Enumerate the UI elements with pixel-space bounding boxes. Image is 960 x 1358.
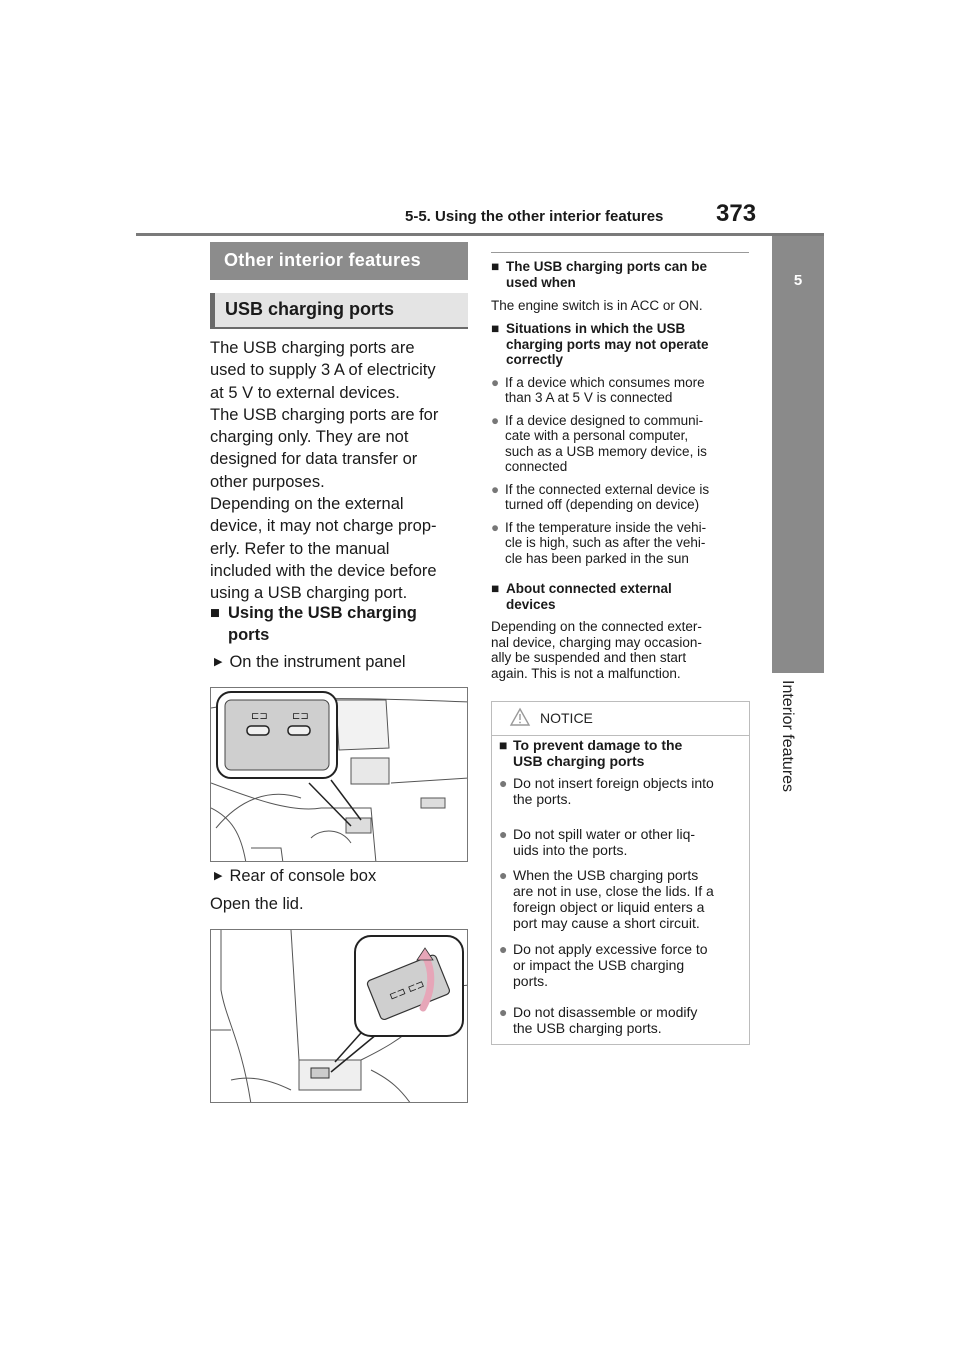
- heading-line: To prevent damage to the: [513, 737, 683, 753]
- bullet-line: ports.: [513, 973, 549, 989]
- notice-item: [499, 775, 745, 807]
- bullet-line: If a device designed to communi-: [505, 412, 704, 428]
- bullet-icon: ●: [499, 941, 508, 957]
- note-when-usable: [491, 259, 749, 314]
- body-line: designed for data transfer or: [210, 450, 418, 469]
- heading-line: Using the USB charging: [228, 604, 417, 622]
- svg-text:⊏⊐: ⊏⊐: [292, 711, 309, 722]
- bullet-line: such as a USB memory device, is: [505, 443, 707, 459]
- heading-line: The USB charging ports can be: [506, 259, 708, 274]
- arrow-marker-icon: ▶: [214, 870, 223, 882]
- square-marker: ■: [491, 581, 500, 596]
- arrow-marker-icon: ▶: [214, 656, 223, 668]
- body-line: The USB charging ports are for: [210, 405, 439, 424]
- heading-line: charging ports may not operate: [506, 336, 709, 352]
- note-text: [491, 619, 749, 681]
- body-line: The USB charging ports are: [210, 339, 415, 357]
- square-marker: ■: [491, 321, 500, 336]
- heading-line: USB charging ports: [513, 753, 645, 769]
- note-heading: [491, 581, 749, 612]
- right-column-rule: [491, 252, 749, 253]
- heading-line: correctly: [506, 352, 564, 367]
- bullet-icon: ●: [499, 1004, 508, 1020]
- heading-line: used when: [506, 274, 576, 290]
- body-line: erly. Refer to the manual: [210, 539, 390, 558]
- bullet-line: cle has been parked in the sun: [505, 550, 689, 566]
- note-line: ally be suspended and then start: [491, 650, 687, 665]
- body-line: other purposes.: [210, 472, 325, 491]
- warning-triangle-icon: [509, 707, 531, 727]
- situation-item: [491, 413, 749, 475]
- location-label: Rear of console box: [229, 867, 377, 885]
- location-item-console-box: [214, 867, 376, 886]
- note-heading: [491, 321, 749, 368]
- notice-item: [499, 867, 745, 931]
- body-line: at 5 V to external devices.: [210, 383, 400, 402]
- heading-line: Situations in which the USB: [506, 321, 686, 336]
- notice-heading: [499, 737, 745, 769]
- note-line: again. This is not a malfunction.: [491, 665, 681, 681]
- header-rule: [136, 233, 824, 236]
- heading-line: ports: [228, 626, 270, 644]
- bullet-line: are not in use, close the lids. If a: [513, 883, 714, 899]
- bullet-icon: ●: [491, 519, 500, 535]
- square-marker: ■: [491, 259, 500, 274]
- bullet-line: than 3 A at 5 V is connected: [505, 390, 673, 405]
- notice-item: [499, 1004, 745, 1036]
- page-number: 373: [716, 200, 757, 227]
- body-line: using a USB charging port.: [210, 584, 408, 603]
- bullet-line: turned off (depending on device): [505, 497, 700, 512]
- bullet-icon: ●: [499, 867, 508, 883]
- chapter-tab-label: Interior features: [779, 680, 796, 793]
- running-header-title: 5-5. Using the other interior features: [405, 208, 664, 225]
- bullet-line: uids into the ports.: [513, 842, 628, 858]
- body-line: charging only. They are not: [210, 428, 409, 447]
- bullet-line: cate with a personal computer,: [505, 428, 689, 443]
- body-line: used to supply 3 A of electricity: [210, 361, 436, 380]
- bullet-icon: ●: [491, 412, 500, 428]
- bullet-icon: ●: [491, 481, 500, 497]
- bullet-line: Do not apply excessive force to: [513, 941, 708, 957]
- heading-line: devices: [506, 596, 556, 612]
- bullet-line: port may cause a short circuit.: [513, 915, 700, 931]
- bullet-line: foreign object or liquid enters a: [513, 899, 705, 915]
- notice-header: [492, 702, 749, 736]
- svg-text:⊏⊐ ⊏⊐: ⊏⊐ ⊏⊐: [387, 978, 427, 1003]
- body-line: Depending on the external: [210, 495, 404, 514]
- bullet-line: Do not disassemble or modify: [513, 1004, 698, 1020]
- svg-text:⊏⊐: ⊏⊐: [251, 711, 268, 722]
- situation-item: [491, 482, 749, 513]
- bullet-line: or impact the USB charging: [513, 957, 685, 973]
- bullet-line: the USB charging ports.: [513, 1020, 662, 1036]
- bullet-icon: ●: [491, 374, 500, 390]
- chapter-tab-number: 5: [793, 272, 803, 289]
- bullet-icon: ●: [499, 826, 508, 842]
- bullet-line: Do not insert foreign objects into: [513, 775, 714, 791]
- note-text: The engine switch is in ACC or ON.: [491, 298, 703, 313]
- figure-rear-console: [210, 929, 468, 1103]
- subsection-heading: USB charging ports: [210, 293, 468, 329]
- note-line: nal device, charging may occasion-: [491, 634, 702, 650]
- note-external-devices: [491, 581, 749, 681]
- open-lid-instruction: Open the lid.: [210, 895, 304, 913]
- bullet-line: If a device which consumes more: [505, 374, 705, 390]
- situation-item: [491, 375, 749, 406]
- square-marker: ■: [499, 737, 508, 753]
- bullet-line: If the temperature inside the vehi-: [505, 519, 707, 535]
- section-heading: Other interior features: [210, 242, 468, 280]
- situation-item: [491, 520, 749, 567]
- location-label: On the instrument panel: [229, 653, 406, 671]
- chapter-tab: [772, 236, 824, 673]
- bullet-line: cle is high, such as after the vehi-: [505, 535, 706, 550]
- bullet-line: Do not spill water or other liq-: [513, 826, 696, 842]
- using-ports-heading: [210, 602, 470, 646]
- body-line: device, it may not charge prop-: [210, 517, 437, 536]
- notice-label: NOTICE: [540, 710, 593, 726]
- body-line: included with the device before: [210, 561, 437, 580]
- instrument-panel-illustration: [211, 688, 468, 862]
- note-line: Depending on the connected exter-: [491, 619, 702, 634]
- note-situations: [491, 321, 749, 566]
- note-heading: [491, 259, 749, 290]
- notice-item: [499, 826, 745, 858]
- bullet-line: the ports.: [513, 791, 572, 807]
- bullet-line: When the USB charging ports: [513, 867, 699, 883]
- body-paragraphs: [210, 337, 470, 605]
- figure-instrument-panel: [210, 687, 468, 862]
- rear-console-illustration: [211, 930, 468, 1103]
- bullet-icon: ●: [499, 775, 508, 791]
- notice-item: [499, 941, 745, 989]
- heading-line: About connected external: [506, 581, 672, 596]
- bullet-line: If the connected external device is: [505, 481, 710, 497]
- location-item-instrument-panel: [214, 653, 406, 672]
- bullet-line: connected: [505, 459, 568, 474]
- square-marker: ■: [210, 604, 220, 622]
- notice-box: [491, 701, 750, 1045]
